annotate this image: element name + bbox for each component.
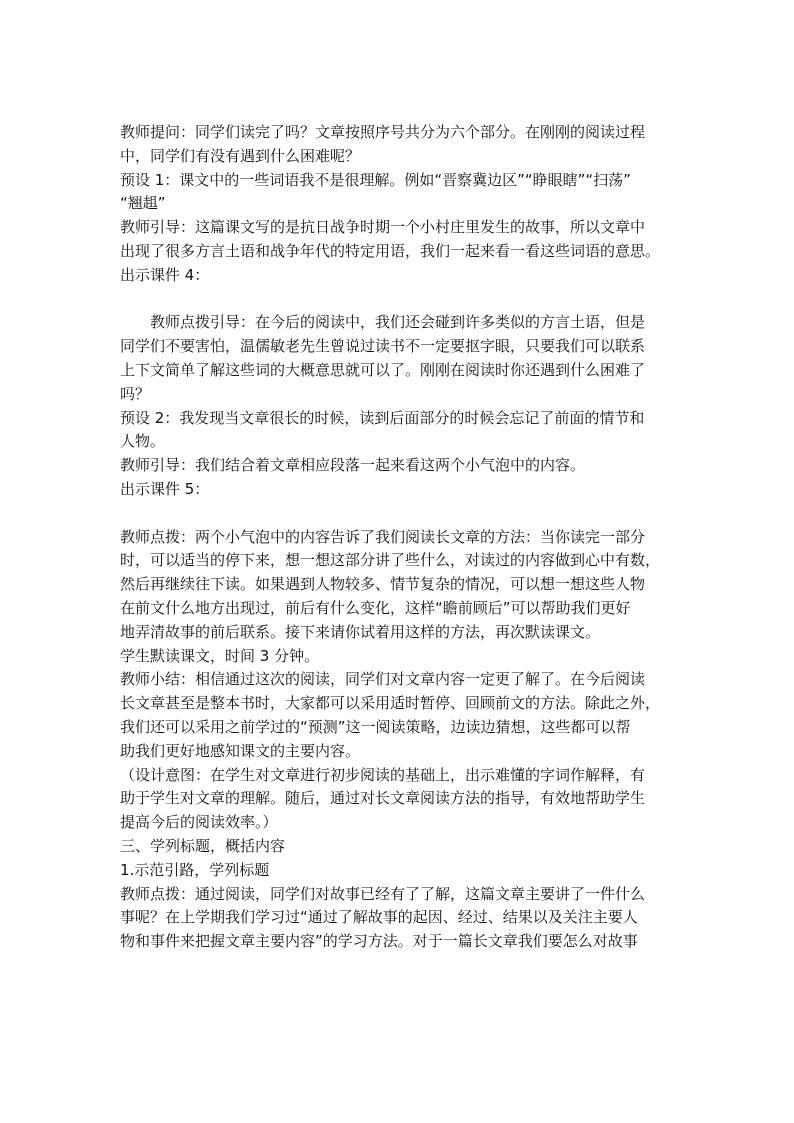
text-line: 物和事件来把握文章主要内容”的学习方法。对于一篇长文章我们要怎么对故事 xyxy=(120,932,638,951)
text-line: 1.示范引路，学列标题 xyxy=(120,860,270,879)
text-line: 事呢？在上学期我们学习过“通过了解故事的起因、经过、结果以及关注主要人 xyxy=(120,908,638,927)
text-line: 学生默读课文，时间 3 分钟。 xyxy=(120,646,320,665)
text-line: 教师小结：相信通过这次的阅读，同学们对文章内容一定更了解了。在今后阅读 xyxy=(120,670,646,689)
text-line: 然后再继续往下读。如果遇到人物较多、情节复杂的情况，可以想一想这些人物 xyxy=(120,575,646,594)
text-line: 教师引导：我们结合着文章相应段落一起来看这两个小气泡中的内容。 xyxy=(120,456,586,475)
text-line: 出示课件 5： xyxy=(120,479,210,498)
text-line: 人物。 xyxy=(120,432,166,451)
text-line: 长文章甚至是整本书时，大家都可以采用适时暂停、回顾前文的方法。除此之外， xyxy=(120,694,661,713)
text-line: 三、学列标题，概括内容 xyxy=(120,836,286,855)
text-line: 教师点拨：通过阅读，同学们对故事已经有了了解，这篇文章主要讲了一件什么 xyxy=(120,884,646,903)
text-line: “翘趄” xyxy=(120,194,166,213)
text-line: 同学们不要害怕，温儒敏老先生曾说过读书不一定要抠字眼，只要我们可以联系 xyxy=(120,337,646,356)
text-line: 在前文什么地方出现过，前后有什么变化，这样“瞻前顾后”可以帮助我们更好 xyxy=(120,598,631,617)
blank-line xyxy=(120,502,680,526)
text-line: 我们还可以采用之前学过的“预测”这一阅读策略，边读边猜想，这些都可以帮 xyxy=(120,717,631,736)
text-line: 教师引导：这篇课文写的是抗日战争时期一个小村庄里发生的故事，所以文章中 xyxy=(120,218,646,237)
text-line: 时，可以适当的停下来，想一想这部分讲了些什么，对读过的内容做到心中有数， xyxy=(120,551,661,570)
text-line: 吗？ xyxy=(120,384,151,403)
text-line: 提高今后的阅读效率。） xyxy=(120,813,278,832)
document-body xyxy=(120,121,680,954)
text-line: 预设 2：我发现当文章很长的时候，读到后面部分的时候会忘记了前面的情节和 xyxy=(120,408,645,427)
text-line: 中，同学们有没有遇到什么困难呢？ xyxy=(120,146,361,165)
blank-line xyxy=(120,288,680,312)
text-line: 助于学生对文章的理解。随后，通过对长文章阅读方法的指导，有效地帮助学生 xyxy=(120,789,646,808)
text-line: 地弄清故事的前后联系。接下来请你试着用这样的方法，再次默读课文。 xyxy=(120,622,601,641)
text-line: 预设 1：课文中的一些词语我不是很理解。例如“晋察冀边区”“睁眼瞎”“扫荡” xyxy=(120,170,631,189)
text-line: （设计意图：在学生对文章进行初步阅读的基础上，出示难懂的字词作解释，有 xyxy=(120,765,646,784)
text-line: 教师提问：同学们读完了吗？文章按照序号共分为六个部分。在刚刚的阅读过程 xyxy=(120,123,646,141)
text-line: 教师点拨引导：在今后的阅读中，我们还会碰到许多类似的方言土语，但是 xyxy=(120,313,646,332)
text-line: 教师点拨：两个小气泡中的内容告诉了我们阅读长文章的方法：当你读完一部分 xyxy=(120,527,646,546)
text-line: 上下文简单了解这些词的大概意思就可以了。刚刚在阅读时你还遇到什么困难了 xyxy=(120,360,646,379)
text-line: 出示课件 4： xyxy=(120,265,210,284)
text-line: 出现了很多方言土语和战争年代的特定用语，我们一起来看一看这些词语的意思。 xyxy=(120,241,661,260)
text-line: 助我们更好地感知课文的主要内容。 xyxy=(120,741,361,760)
